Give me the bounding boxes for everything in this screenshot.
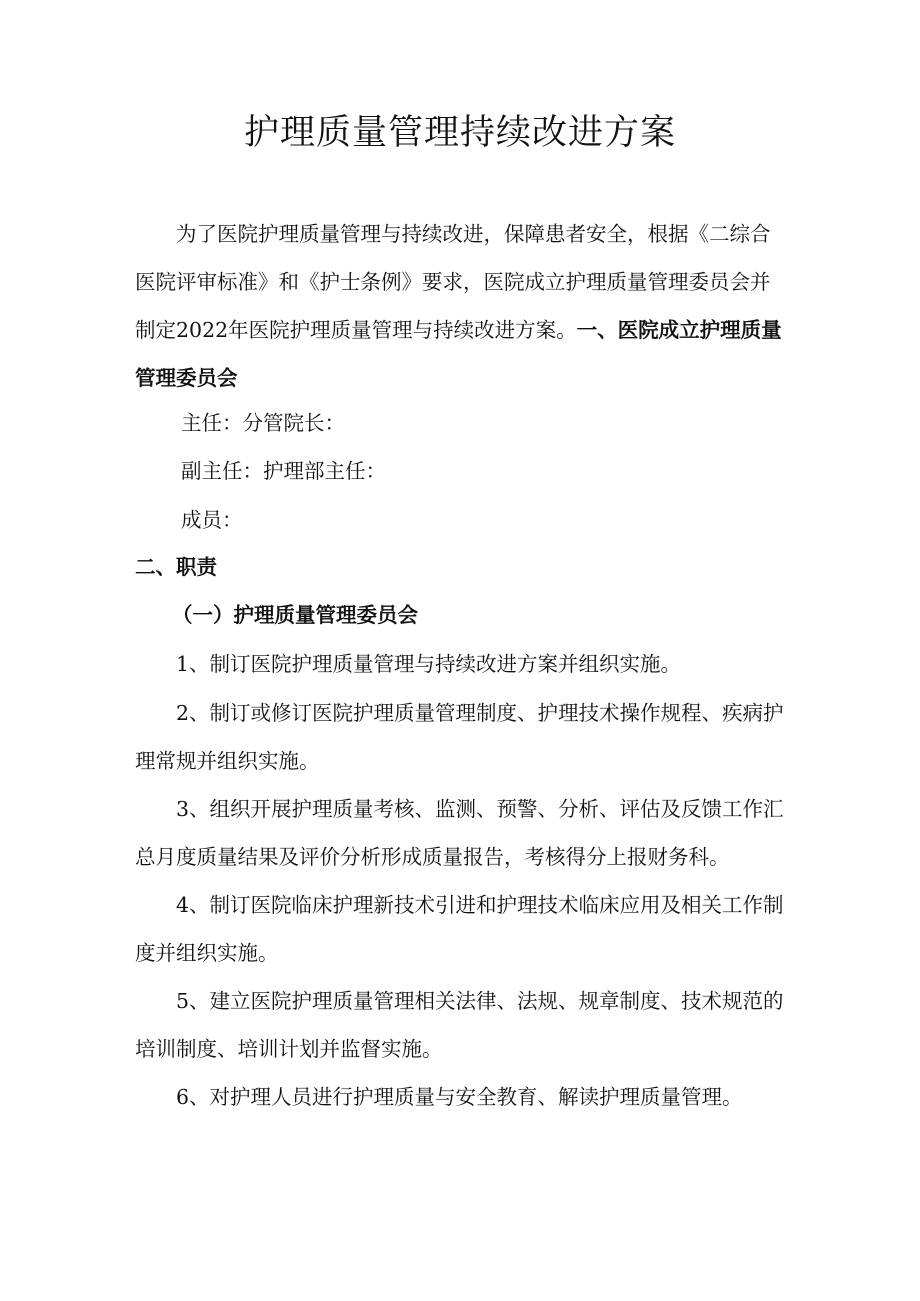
section-1-heading: 一、医院成立护理质量管理委员会	[135, 318, 782, 390]
intro-paragraph	[135, 210, 790, 402]
duty-item-2: 2、制订或修订医院护理质量管理制度、护理技术操作规程、疾病护理常规并组织实施。	[135, 701, 784, 773]
section-2-heading: 二、职责	[135, 555, 217, 579]
committee-director: 主任：分管院长：	[181, 411, 345, 435]
duty-item-3: 3、组织开展护理质量考核、监测、预警、分析、评估及反馈工作汇总月度质量结果及评价分析形成质量报告，考核得分上报财务科。	[135, 797, 784, 869]
intro-text: 为了医院护理质量管理与持续改进，保障患者安全，根据《二综合医院评审标准》和《护士条例》要求，医院成立护理质量管理委员会并制定2022年医院护理质量管理与持续改进方案。	[135, 222, 771, 342]
committee-members: 成员：	[181, 508, 243, 532]
section-2-subheading: （一）护理质量管理委员会	[172, 603, 418, 627]
duty-item-5: 5、建立医院护理质量管理相关法律、法规、规章制度、技术规范的培训制度、培训计划并监督实施。	[135, 989, 784, 1061]
document-title: 护理质量管理持续改进方案	[243, 113, 676, 153]
duty-item-6: 6、对护理人员进行护理质量与安全教育、解读护理质量管理。	[176, 1085, 743, 1109]
committee-deputy-director: 副主任：护理部主任：	[181, 459, 386, 483]
duty-item-1: 1、制订医院护理质量管理与持续改进方案并组织实施。	[176, 652, 682, 676]
duty-item-4: 4、制订医院临床护理新技术引进和护理技术临床应用及相关工作制度并组织实施。	[135, 893, 784, 965]
